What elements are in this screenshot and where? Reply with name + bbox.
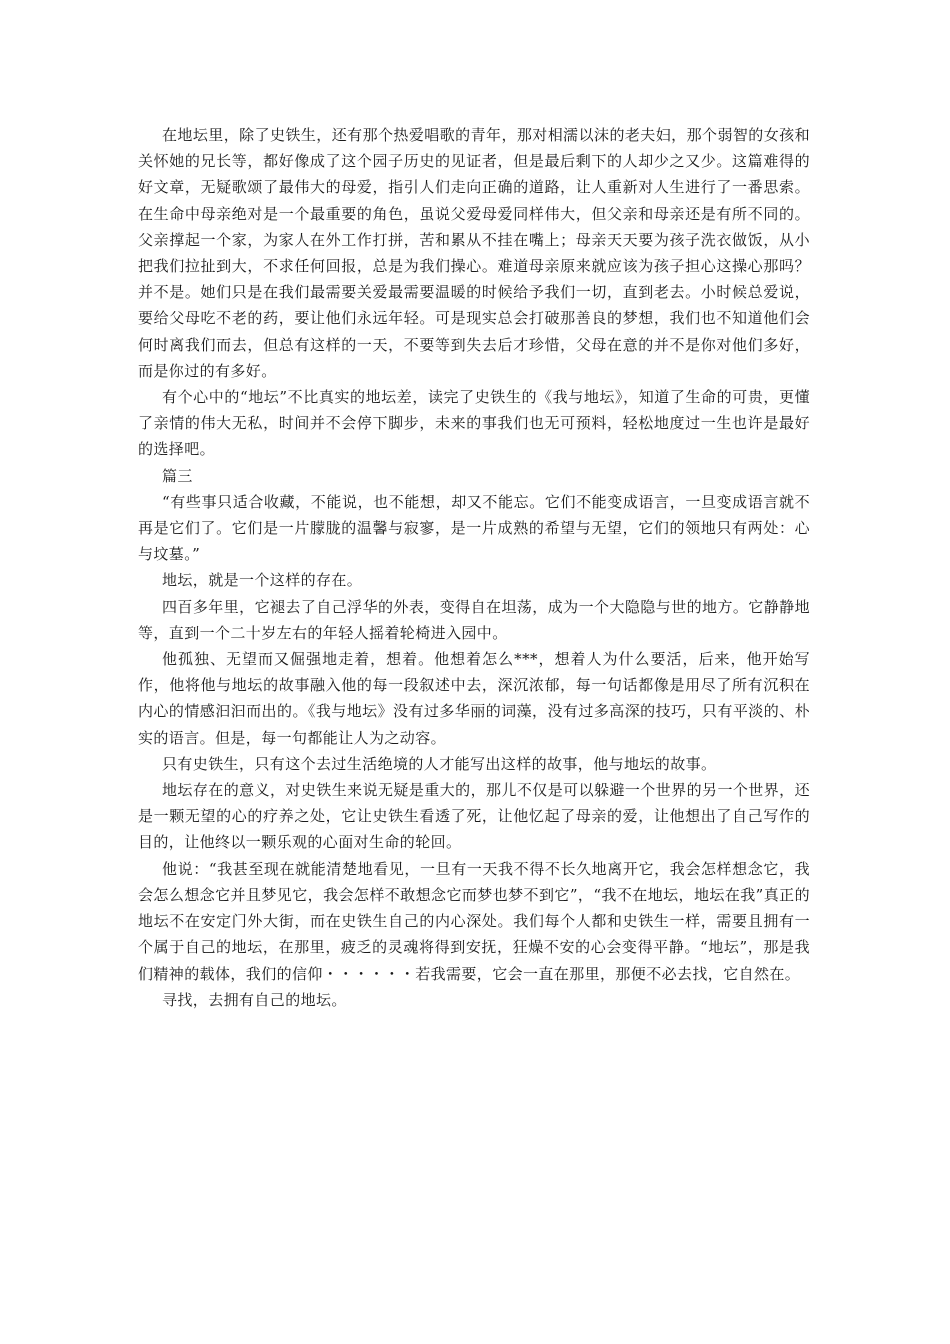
paragraph: 地坛，就是一个这样的存在。	[162, 571, 363, 590]
paragraph: 他说：“我甚至现在就能清楚地看见，一旦有一天我不得不长久地离开它，我会怎样想念它，我会怎么想念它并且梦见它，我会怎样不敢想念它而梦也梦不到它”，“我不在地坛，地坛在我”真正的地坛不在安定门外大街，而在史铁生自己的内心深处。我们每个人都和史铁生一样，需要且拥有一个属于自己的地坛，在那里，疲乏的灵魂将得到安抚，狂燥不安的心会变得平静。“地坛”，那是我们精神的载体，我们的信仰・・・・・・若我需要，它会一直在那里，那便不必去找，它自然在。	[138, 859, 810, 983]
paragraph: 地坛存在的意义，对史铁生来说无疑是重大的，那儿不仅是可以躲避一个世界的另一个世界，还是一颗无望的心的疗养之处，它让史铁生看透了死，让他忆起了母亲的爱，让他想出了自己写作的目的，让他终以一颗乐观的心面对生命的轮回。	[138, 781, 810, 852]
paragraph: 四百多年里，它褪去了自己浮华的外表，变得自在坦荡，成为一个大隐隐与世的地方。它静静地等，直到一个二十岁左右的年轻人摇着轮椅进入园中。	[138, 597, 810, 642]
paragraph: 他孤独、无望而又倔强地走着，想着。他想着怎么***，想着人为什么要活，后来，他开始写作，他将他与地坛的故事融入他的每一段叙述中去，深沉浓郁，每一句话都像是用尽了所有沉积在内心的情感汩汩而出的。《我与地坛》没有过多华丽的词藻，没有过多高深的技巧，只有平淡的、朴实的语言。但是，每一句都能让人为之动容。	[138, 650, 810, 747]
paragraph: 只有史铁生，只有这个去过生活绝境的人才能写出这样的故事，他与地坛的故事。	[162, 754, 717, 773]
paragraph: 在地坛里，除了史铁生，还有那个热爱唱歌的青年，那对相濡以沫的老夫妇，那个弱智的女孩和关怀她的兄长等，都好像成了这个园子历史的见证者，但是最后剩下的人却少之又少。这篇难得的好文章，无疑歌颂了最伟大的母爱，指引人们走向正确的道路，让人重新对人生进行了一番思索。在生命中母亲绝对是一个最重要的角色，虽说父爱母爱同样伟大，但父亲和母亲还是有所不同的。父亲撑起一个家，为家人在外工作打拼，苦和累从不挂在嘴上；母亲天天要为孩子洗衣做饭，从小把我们拉扯到大，不求任何回报，总是为我们操心。难道母亲原来就应该为孩子担心这操心那吗？并不是。她们只是在我们最需要关爱最需要温暖的时候给予我们一切，直到老去。小时候总爱说，要给父母吃不老的药，要让他们永远年轻。可是现实总会打破那善良的梦想，我们也不知道他们会何时离我们而去，但总有这样的一天，不要等到失去后才珍惜，父母在意的并不是你对他们多好，而是你过的有多好。	[138, 126, 810, 380]
paragraph: “有些事只适合收藏，不能说，也不能想，却又不能忘。它们不能变成语言，一旦变成语言就不再是它们了。它们是一片朦胧的温馨与寂寥，是一片成熟的希望与无望，它们的领地只有两处：心与坟墓。”	[138, 492, 810, 564]
paragraph: 寻找，去拥有自己的地坛。	[162, 990, 347, 1009]
section-heading: 篇三	[162, 466, 193, 485]
document-page	[138, 122, 810, 1013]
paragraph: 有个心中的“地坛”不比真实的地坛差，读完了史铁生的《我与地坛》，知道了生命的可贵，更懂了亲情的伟大无私，时间并不会停下脚步，未来的事我们也无可预料，轻松地度过一生也许是最好的选择吧。	[138, 388, 810, 459]
